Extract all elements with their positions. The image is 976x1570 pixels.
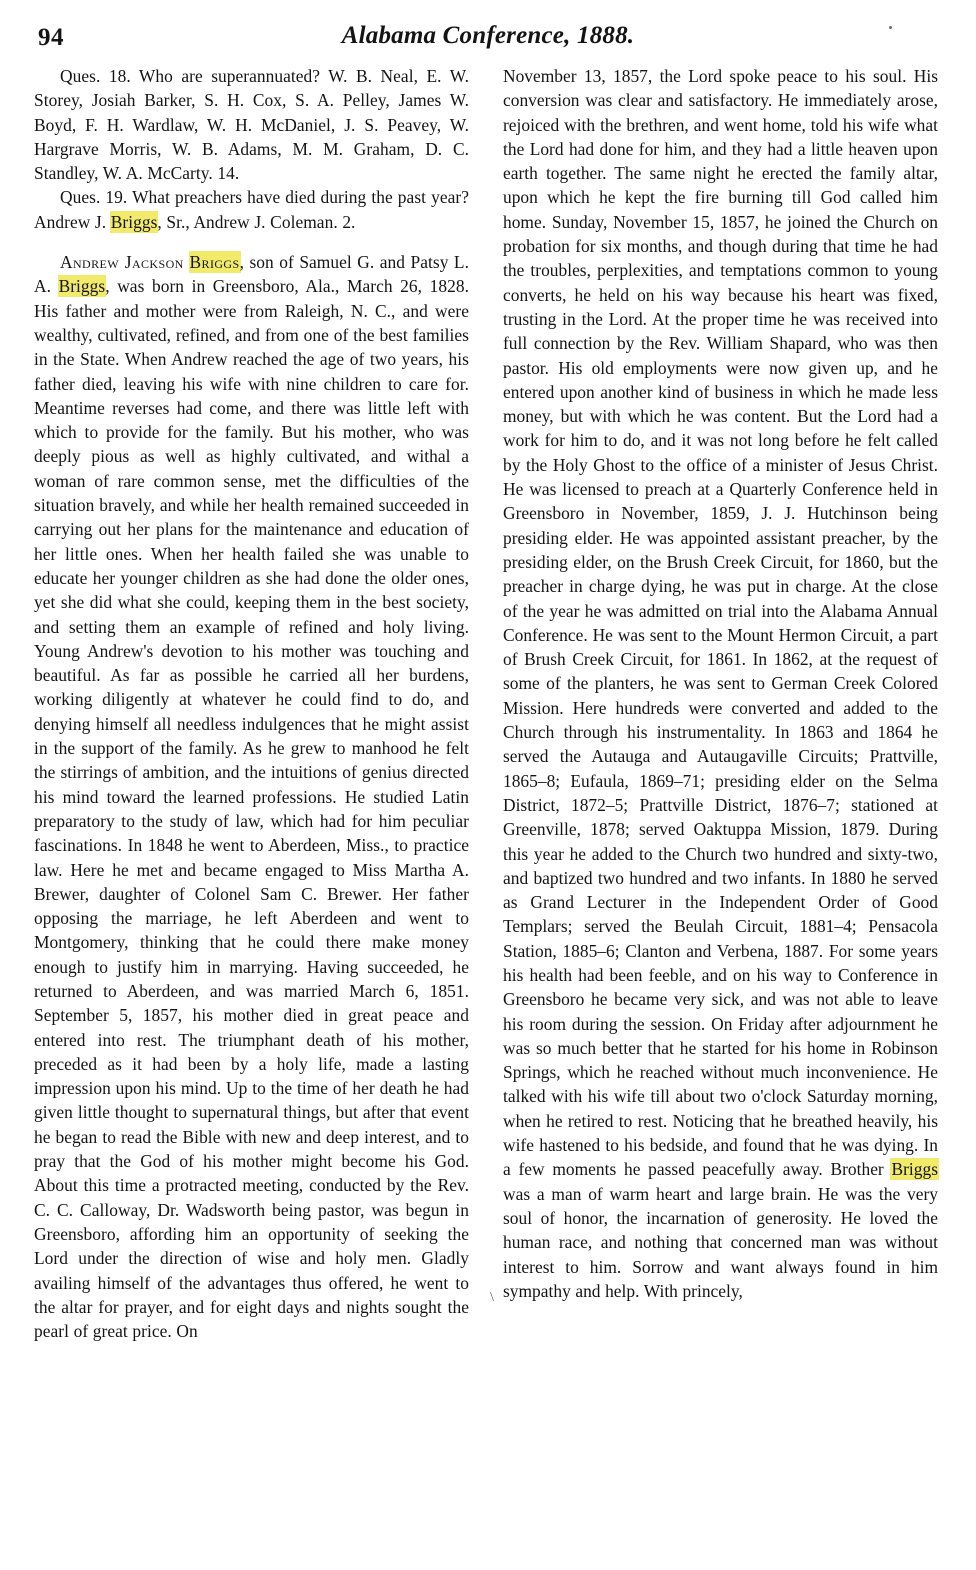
q19-text-after: , Sr., Andrew J. Coleman. 2. [157, 211, 356, 232]
two-column-body [34, 64, 942, 1343]
memoir-body-text: , was born in Greensboro, Ala., March 26, 1828. His father and mother were from Raleigh, N. C., and were wealthy, cultivated, refined, and from one of the best families in the State. When Andrew reached the age of two years, his father died, leaving his wife with nine children to care for. Meantime reverses had come, and there was little left with which to provide for the family. But his mother, who was deeply pious as well as highly cultivated, and withal a woman of rare common sense, met the difficulties of the situation bravely, and while her health remained succeeded in carrying out her plans for the maintenance and education of her little ones. When her health failed she was unable to educate her younger children as she had done the older ones, yet she did what she could, keeping them in the best society, and setting them an example of refined and holy living. Young Andrew's devotion to his mother was touching and beautiful. As far as possible he carried all her burdens, working diligently at whatever he could find to do, and denying himself all needless indulgences that he might assist in the support of the family. As he grew to manhood he felt the stirrings of ambition, and the intuitions of genius directed his mind toward the learned professions. He studied Latin preparatory to the study of law, which had for him peculiar fascinations. In 1848 he went to Aberdeen, Miss., to practice law. Here he met and became engaged to Miss Martha A. Brewer, daughter of Colonel Sam C. Brewer. Her father opposing the marriage, he left Aberdeen and went to Montgomery, thinking that he could there make money enough to justify him in marrying. Having succeeded, he returned to Aberdeen, and was married March 6, 1851. September 5, 1857, his mother died in great peace and entered into rest. The triumphant death of his mother, preceded as it had been by a holy life, made a lasting impression upon his mind. Up to the time of her death he had given little thought to supernatural things, but after that event he began to read the Bible with new and deep interest, and to pray that the God of his mother might become his God. About this time a protracted meeting, conducted by the Rev. C. C. Calloway, Dr. Wadsworth being pastor, was begun in Greensboro, affording him an opportunity of seeking the Lord under the direction of wise and holy men. Gladly availing himself of the advantages thus offered, he went to the altar for prayer, and for eight days and nights sought the pearl of great price. On [34, 276, 469, 1342]
paragraph-spacer [34, 234, 469, 250]
highlight-briggs-q19: Briggs [110, 211, 158, 232]
memoir-continued-text: November 13, 1857, the Lord spoke peace to his soul. His conversion was clear and satisfactory. He immediately arose, rejoiced with the brethren, and went home, told his wife what the Lord had done for him, and they had a little heaven upon earth together. The same night he erected the family altar, upon which he kept the fire burning till God called him home. Sunday, November 15, 1857, he joined the Church on probation for six months, and though during that time he had the troubles, perplexities, and temptations common to young converts, he held on his way because his heart was fixed, trusting in the Lord. At the proper time he was received into full connection by the Rev. William Shapard, who was then pastor. His old employments were now given up, and he entered upon another kind of business in which he made less money, but with which he was content. But the Lord had a work for him to do, and it was not long before he felt called by the Holy Ghost to the office of a minister of Jesus Christ. He was licensed to preach at a Quarterly Conference held in Greensboro in November, 1859, J. J. Hutchinson being presiding elder. He was appointed assistant preacher, by the presiding elder, on the Brush Creek Circuit, for 1860, but the preacher in charge dying, he was put in charge. At the close of the year he was admitted on trial into the Alabama Annual Conference. He was sent to the Mount Hermon Circuit, a part of Brush Creek Circuit, for 1861. In 1862, at the request of some of the planters, he was sent to German Creek Colored Mission. Here hundreds were converted and added to the Church through his instrumentality. In 1863 and 1864 he served the Autauga and Autaugaville Circuits; Prattville, 1865–8; Eufaula, 1869–71; presiding elder on the Selma District, 1872–5; Prattville District, 1876–7; stationed at Greenville, 1878; served Oaktuppa Mission, 1879. During this year he added to the Church two hundred and sixty-two, and baptized two hundred and two infants. In 1880 he served as Grand Lecturer in the Independent Order of Good Templars; served the Beulah Circuit, 1881–4; Pensacola Station, 1885–6; Clanton and Verbena, 1887. For some years his health had been feeble, and on his way to Conference in Greensboro he became very sick, and was not able to leave his room during the session. On Friday after adjournment he was so much better that he started for his home in Robinson Springs, which he reached without much inconvenience. He talked with his wife till about two o'clock Saturday morning, when he retired to rest. Noticing that he breathed heavily, his wife hastened to his bedside, and found that he was dying. In a few moments he passed peacefully away. Brother [503, 66, 938, 1180]
paragraph-question-18: Ques. 18. Who are superannuated? W. B. Neal, E. W. Storey, Josiah Barker, S. H. Cox, S. A. Pelley, James W. Boyd, F. H. Wardlaw, W. H. McDaniel, J. S. Peavey, W. Hargrave Morris, W. B. Adams, M. M. Graham, D. C. Standley, W. A. McCarty. 14. [34, 66, 469, 184]
paragraph-memoir-opening [34, 250, 469, 1343]
page-number: 94 [38, 24, 64, 51]
highlight-briggs-brother: Briggs [891, 1159, 938, 1180]
left-column [34, 64, 469, 1343]
paragraph-memoir-continued [503, 64, 938, 1303]
paragraph-question-19 [34, 185, 469, 234]
q19-text-before: Ques. 19. What preachers have died during the past year? Andrew J. [34, 187, 469, 232]
highlight-briggs-name: Briggs [189, 252, 240, 273]
memoir-mid-text: , son of Samuel G. and Patsy L. A. [34, 252, 469, 297]
memoir-subject-name-prefix: Andrew Jackson [60, 252, 190, 273]
scan-artifact-mark: \ [490, 1290, 494, 1305]
highlight-briggs-parent: Briggs [58, 276, 106, 297]
memoir-closing-text: was a man of warm heart and large brain. He was the very soul of honor, the incarnation of generosity. He loved the human race, and nothing that concerned man was without interest to him. Sorrow and want always found in him sympathy and help. With princely, [503, 1183, 938, 1301]
scan-speck [889, 26, 892, 29]
page-header [34, 18, 942, 58]
running-head: Alabama Conference, 1888. [341, 22, 635, 49]
right-column [503, 64, 938, 1303]
